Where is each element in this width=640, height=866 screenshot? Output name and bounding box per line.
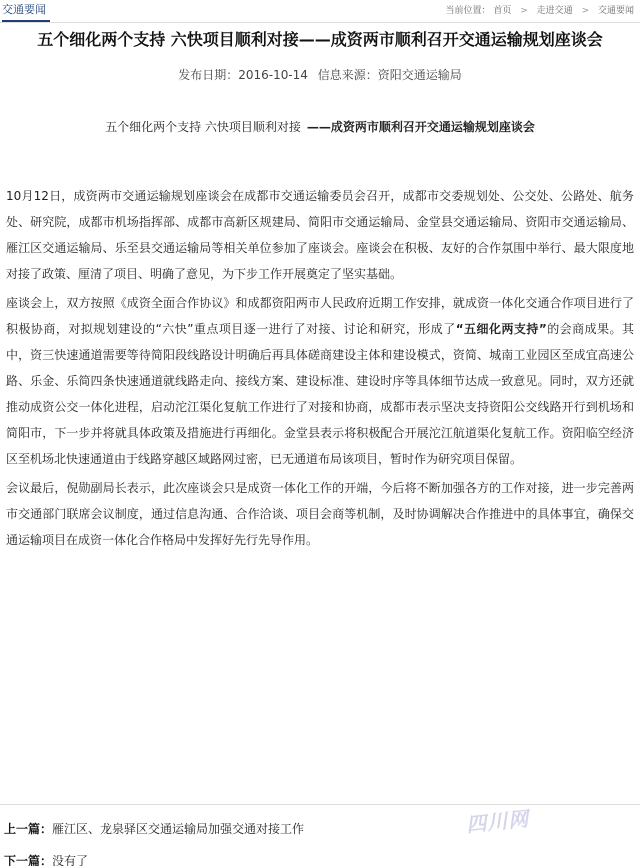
next-article [4, 852, 88, 866]
paragraph-2-start: 座谈会上，双方按照《成资全面合作协议》和成都资阳两市人民政府近期工作安排，就成资一体化交通合作项目进行了积极协商，对拟规划建设的“六快”重点项目逐一进行了对接、讨论和研究，形成了 [6, 296, 634, 336]
subtitle-secondary: ——成资两市顺利召开交通运输规划座谈会 [306, 120, 535, 134]
article-title: 五个细化两个支持 六快项目顺利对接——成资两市顺利召开交通运输规划座谈会 [37, 30, 603, 49]
breadcrumb-about-link[interactable]: 走进交通 [536, 6, 573, 16]
subtitle-main: 五个细化两个支持 六快项目顺利对接 [105, 120, 301, 134]
next-label: 下一篇： [4, 854, 53, 866]
top-bar [0, 0, 640, 23]
article-meta [0, 66, 640, 83]
paragraph-1: 10月12日，成资两市交通运输规划座谈会在成都市交通运输委员会召开，成都市交委规划处、公交处、公路处、航务处、研究院，成都市机场指挥部、成都市高新区规建局、简阳市交通运输局、金堂县交通运输局、资阳市交通运输局、雁江区交通运输局、乐至县交通运输局等相关单位参加了座谈会。座谈会在积极、友好的合作氛围中举行、最大限度地对接了政策、厘清了项目、明确了意见，为下步工作开展奠定了坚实基础。 [6, 189, 634, 281]
info-source: 信息来源：资阳交通运输局 [317, 68, 462, 82]
breadcrumb-prefix: 当前位置： [445, 6, 491, 16]
prev-article-link[interactable]: 雁江区、龙泉驿区交通运输局加强交通对接工作 [52, 822, 305, 836]
breadcrumb-separator: > [581, 6, 590, 16]
next-article-text: 没有了 [52, 854, 89, 866]
section-label: 交通要闻 [2, 0, 50, 22]
article-body [6, 183, 634, 556]
breadcrumb-current-link[interactable]: 交通要闻 [597, 6, 634, 16]
paragraph-2-highlight: “五细化两支持” [455, 322, 547, 336]
paragraph-3: 会议最后，倪勋副局长表示，此次座谈会只是成资一体化工作的开端，今后将不断加强各方的工作对接，进一步完善两市交通部门联席会议制度，通过信息沟通、合作洽谈、项目会商等机制，及时协调解决合作推进中的具体事宜，确保交通运输项目在成资一体化合作格局中发挥好先行先导作用。 [6, 481, 634, 547]
breadcrumb-home-link[interactable]: 首页 [493, 6, 512, 16]
prev-article [4, 820, 304, 837]
publish-date: 发布日期：2016-10-14 [178, 68, 308, 82]
prev-label: 上一篇： [4, 822, 53, 836]
breadcrumb [445, 0, 634, 22]
article-subtitle [0, 118, 640, 135]
watermark-logo: 四川网 [465, 806, 531, 837]
paragraph-2-end: 的会商成果。其中，资三快速通道需要等待简阳段线路设计明确后再具体磋商建设主体和建设模式，资简、城南工业园区至成宜高速公路、乐金、乐简四条快速通道就线路走向、接线方案、建设标准、建设时序等具体细节达成一致意见。同时，双方还就推动成资公交一体化进程，启动沱江渠化复航工作进行了对接和协商，成都市表示坚决支持资阳公交线路开行到机场和简阳市，下一步并将就具体政策及措施进行再细化。金堂县表示将积极配合开展沱江航道渠化复航工作。资阳临空经济区至机场北快速通道由于线路穿越区域路网过密，已无通道布局该项目，暂时作为研究项目保留。 [6, 322, 634, 466]
breadcrumb-separator: > [520, 6, 528, 16]
paragraph-2 [6, 290, 634, 472]
